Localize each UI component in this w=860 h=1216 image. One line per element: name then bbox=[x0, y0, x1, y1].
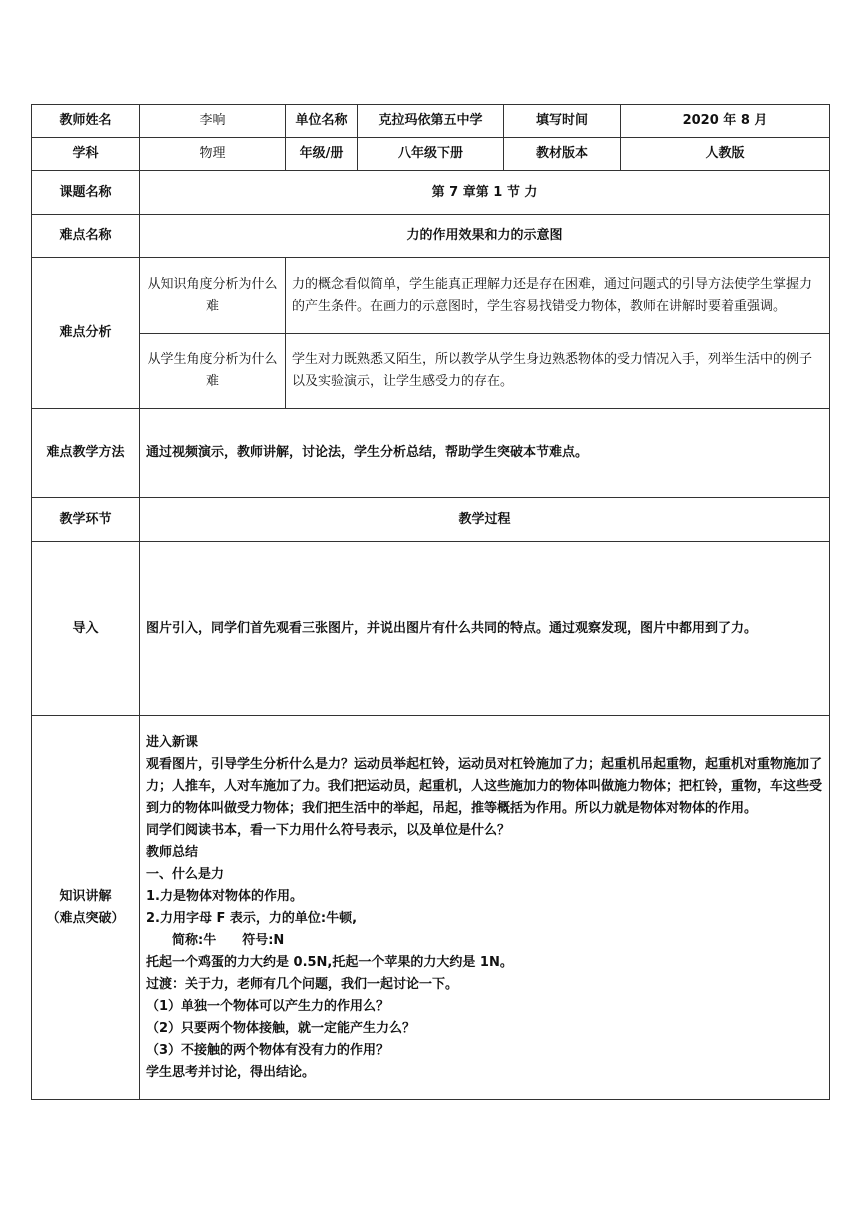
content-line-point-1: 1.力是物体对物体的作用。 bbox=[146, 888, 303, 904]
analysis-label: 难点分析 bbox=[32, 258, 140, 409]
content-question-2: （2）只要两个物体接触，就一定能产生力么？ bbox=[146, 1020, 416, 1036]
intro-label: 导入 bbox=[32, 542, 140, 716]
subject-value: 物理 bbox=[140, 138, 286, 171]
content-line-unit-abbrev: 简称:牛 符号:N bbox=[172, 932, 285, 948]
date-value: 2020 年 8 月 bbox=[621, 105, 830, 138]
content-line-new-lesson: 进入新课 bbox=[146, 734, 199, 750]
date-label: 填写时间 bbox=[504, 105, 621, 138]
method-label: 难点教学方法 bbox=[32, 409, 140, 498]
difficulty-row bbox=[32, 215, 830, 258]
teacher-name-label: 教师姓名 bbox=[32, 105, 140, 138]
method-row bbox=[32, 409, 830, 498]
knowledge-section-content bbox=[140, 716, 830, 1100]
intro-row bbox=[32, 542, 830, 716]
content-line-discussion: 学生思考并讨论，得出结论。 bbox=[146, 1064, 316, 1080]
content-paragraph-what-is-force: 观看图片，引导学生分析什么是力？运动员举起杠铃，运动员对杠铃施加了力；起重机吊起重物，起重机对重物施加了力；人推车，人对车施加了力。我们把运动员，起重机，人这些施加力的物体叫做施力物体；把杠铃，重物，车这些受到力的物体叫做受力物体；我们把生活中的举起，吊起，推等概括为作用。所以力就是物体对物体的作用。 bbox=[146, 756, 823, 816]
knowledge-label-line1: 知识讲解 bbox=[59, 888, 112, 904]
content-line-transition: 过渡：关于力，老师有几个问题，我们一起讨论一下。 bbox=[146, 976, 459, 992]
knowledge-angle-text: 力的概念看似简单，学生能真正理解力还是存在困难，通过问题式的引导方法使学生掌握力的产生条件。在画力的示意图时，学生容易找错受力物体，教师在讲解时要着重强调。 bbox=[286, 258, 830, 334]
difficulty-value: 力的作用效果和力的示意图 bbox=[140, 215, 830, 258]
process-header: 教学过程 bbox=[140, 498, 830, 542]
grade-label: 年级/册 bbox=[286, 138, 358, 171]
intro-text: 图片引入，同学们首先观看三张图片，并说出图片有什么共同的特点。通过观察发现，图片中都用到了力。 bbox=[140, 542, 830, 716]
topic-value: 第 7 章第 1 节 力 bbox=[140, 171, 830, 215]
knowledge-section-label bbox=[32, 716, 140, 1100]
content-line-point-2: 2.力用字母 F 表示，力的单位:牛顿, bbox=[146, 910, 358, 926]
difficulty-label: 难点名称 bbox=[32, 215, 140, 258]
school-value: 克拉玛依第五中学 bbox=[358, 105, 504, 138]
knowledge-row bbox=[32, 716, 830, 1100]
textbook-value: 人教版 bbox=[621, 138, 830, 171]
subject-label: 学科 bbox=[32, 138, 140, 171]
header-row-1 bbox=[32, 105, 830, 138]
grade-value: 八年级下册 bbox=[358, 138, 504, 171]
content-question-1: （1）单独一个物体可以产生力的作用么？ bbox=[146, 998, 390, 1014]
knowledge-label-line2: （难点突破） bbox=[46, 910, 125, 926]
knowledge-angle-label: 从知识角度分析为什么难 bbox=[140, 258, 286, 334]
stage-header: 教学环节 bbox=[32, 498, 140, 542]
student-angle-label: 从学生角度分析为什么难 bbox=[140, 334, 286, 409]
analysis-row-student bbox=[32, 334, 830, 409]
school-label: 单位名称 bbox=[286, 105, 358, 138]
process-header-row bbox=[32, 498, 830, 542]
content-question-3: （3）不接触的两个物体有没有力的作用？ bbox=[146, 1042, 390, 1058]
student-angle-text: 学生对力既熟悉又陌生，所以教学从学生身边熟悉物体的受力情况入手，列举生活中的例子以及实验演示，让学生感受力的存在。 bbox=[286, 334, 830, 409]
topic-label: 课题名称 bbox=[32, 171, 140, 215]
header-row-2 bbox=[32, 138, 830, 171]
content-line-examples: 托起一个鸡蛋的力大约是 0.5N,托起一个苹果的力大约是 1N。 bbox=[146, 954, 513, 970]
content-line-reading-task: 同学们阅读书本，看一下力用什么符号表示，以及单位是什么？ bbox=[146, 822, 511, 838]
analysis-row-knowledge bbox=[32, 258, 830, 334]
lesson-plan-table bbox=[31, 104, 830, 1100]
method-text: 通过视频演示，教师讲解，讨论法，学生分析总结，帮助学生突破本节难点。 bbox=[140, 409, 830, 498]
content-heading-what-is-force: 一、什么是力 bbox=[146, 866, 225, 882]
content-line-teacher-summary: 教师总结 bbox=[146, 844, 199, 860]
teacher-name-value: 李响 bbox=[140, 105, 286, 138]
topic-row bbox=[32, 171, 830, 215]
textbook-label: 教材版本 bbox=[504, 138, 621, 171]
